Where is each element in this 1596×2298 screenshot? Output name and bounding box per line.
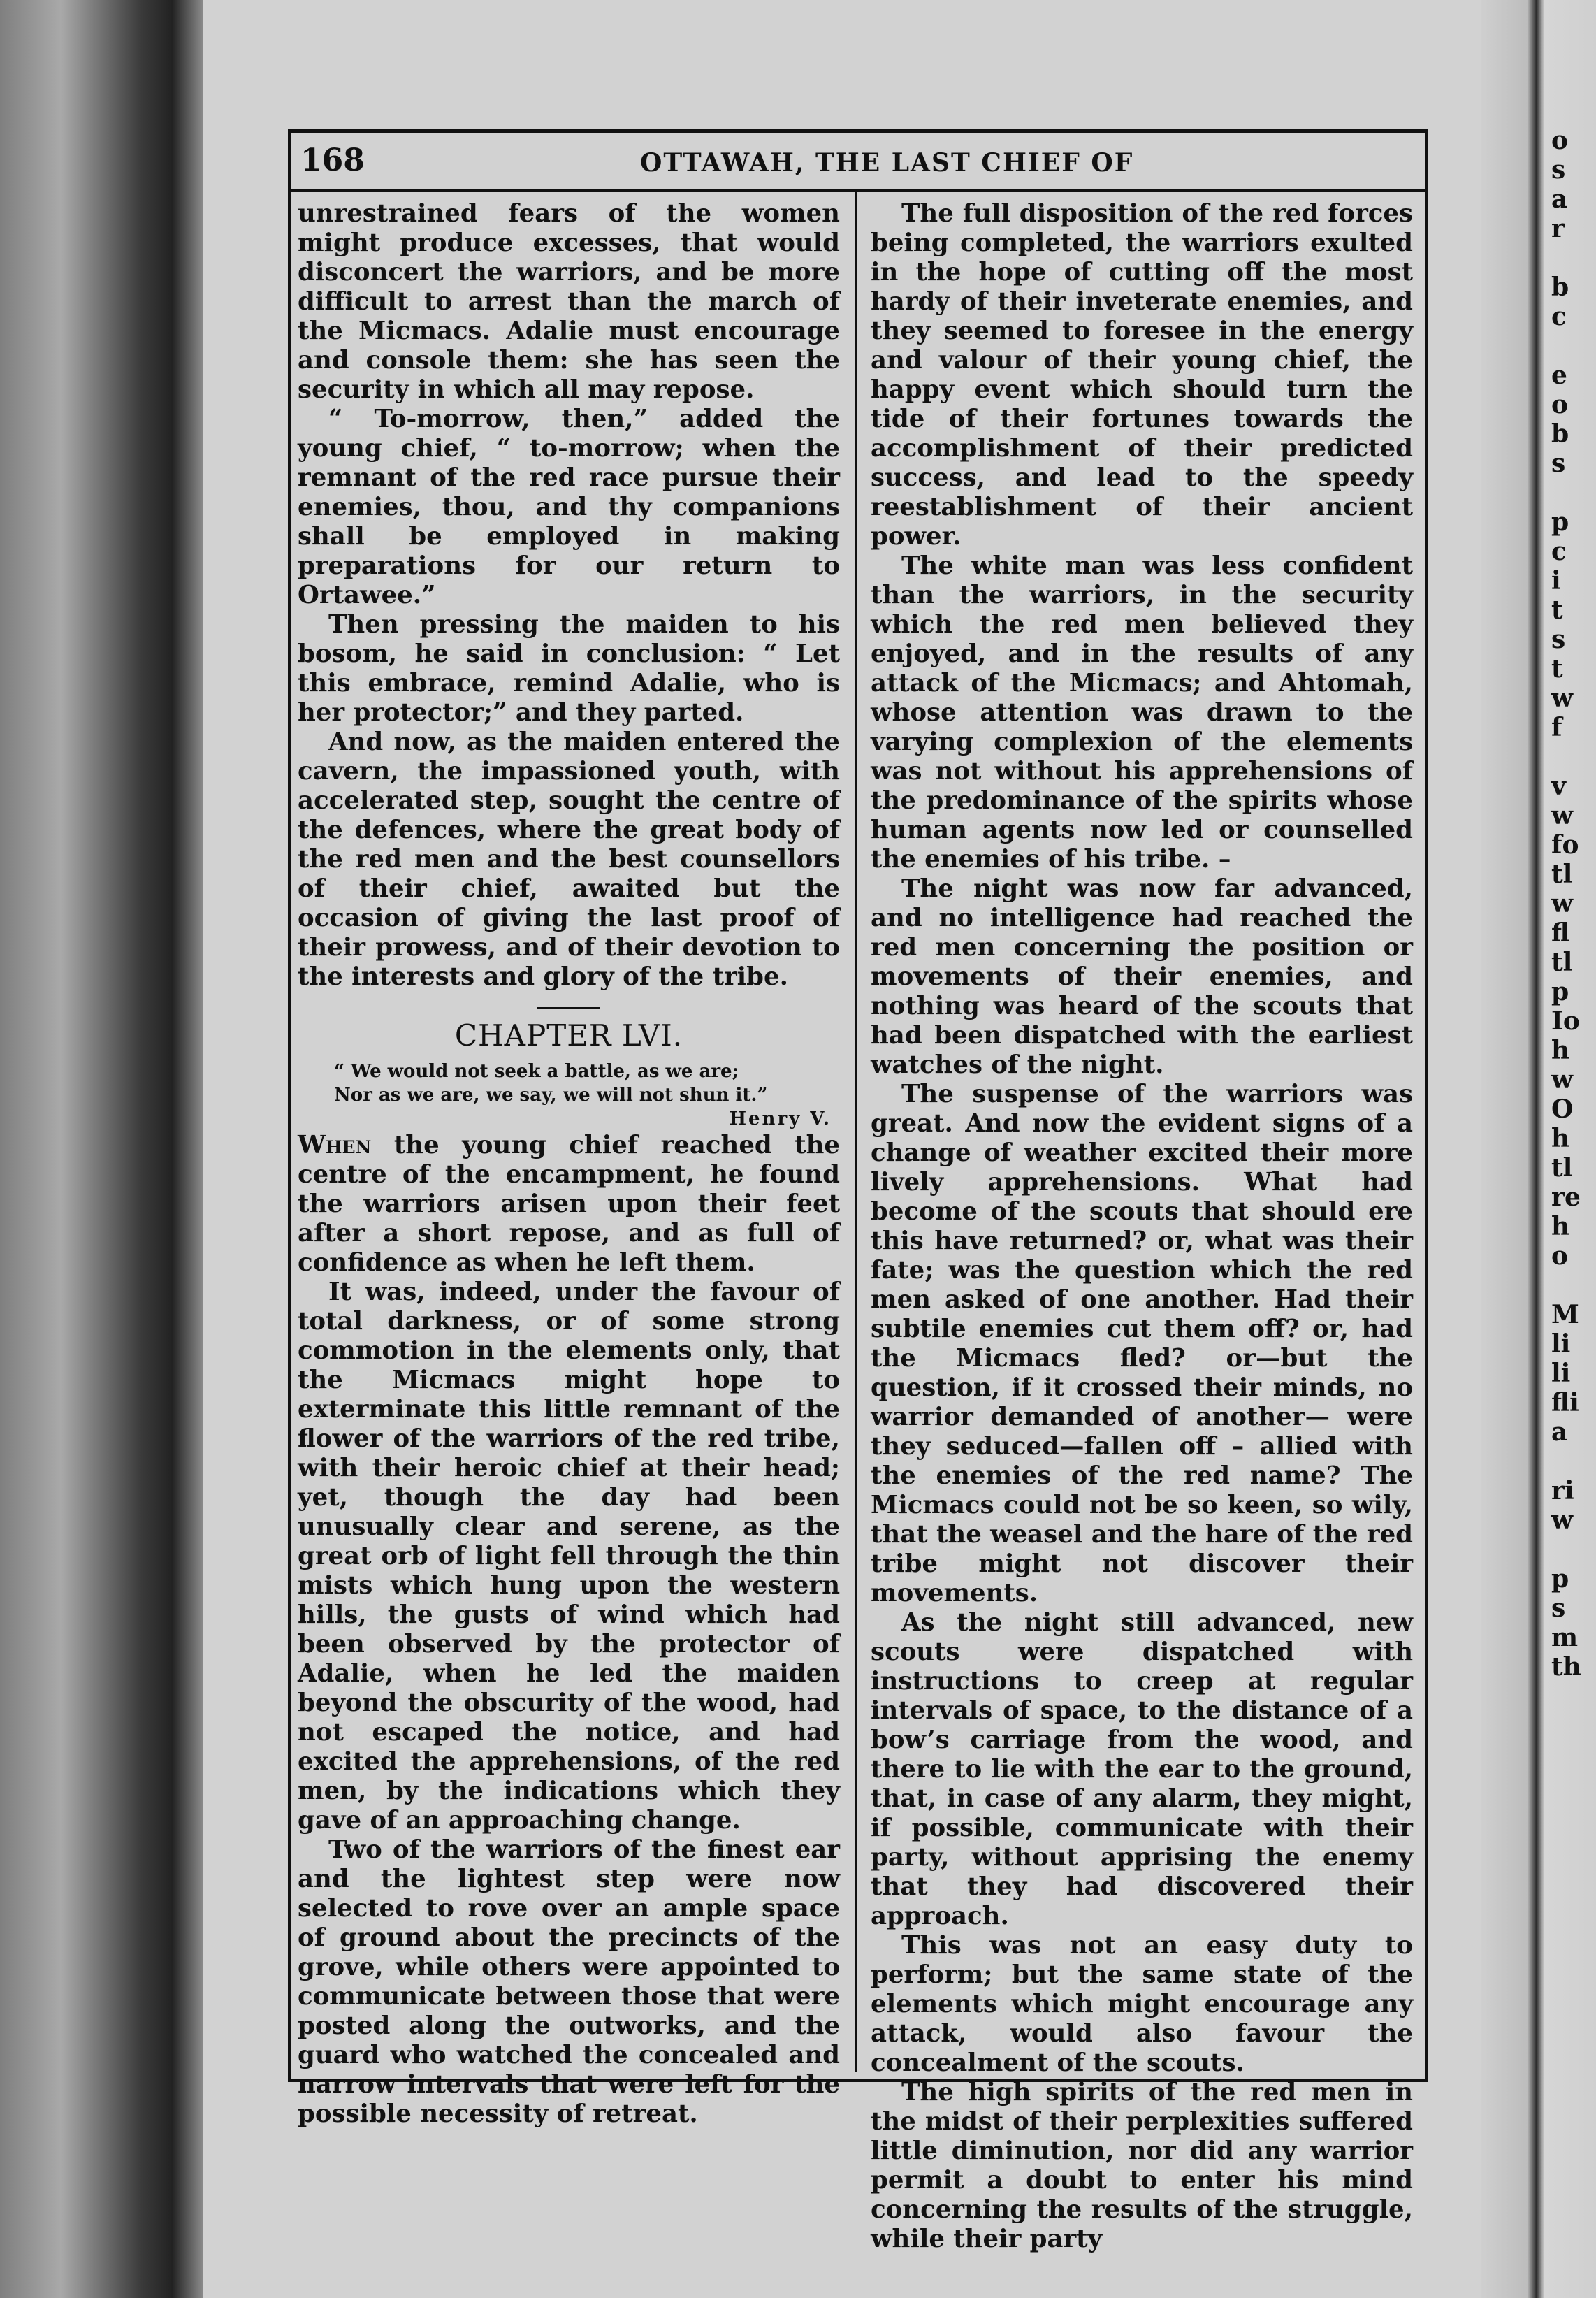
facing-page-fragment: m: [1551, 1623, 1579, 1652]
facing-page-fragment: th: [1551, 1652, 1581, 1682]
chapter-title: CHAPTER LVI.: [454, 1018, 683, 1053]
facing-page-fragment: w: [1551, 1505, 1573, 1535]
paragraph: This was not an easy duty to perform; but the same state of the elements which might encourage any attack, would also favour the concealment of the scouts.: [871, 1931, 1413, 2077]
facing-page-fragment: tl: [1551, 860, 1573, 889]
facing-page-fragment: s: [1551, 449, 1566, 478]
book-page: [203, 0, 1481, 2298]
facing-page-fragment: p: [1551, 1564, 1569, 1594]
paragraph: The white man was less confident than the warriors, in the security which the red men believed they enjoyed, and in the results of any attack of the Micmacs; and Ahtomah, whose attention was drawn to the varying complexion of the elements was not without his apprehensions of the predominance of the spirits whose human agents now led or counselled the enemies of his tribe. –: [871, 551, 1413, 874]
facing-page-fragment: fl: [1551, 918, 1570, 948]
chapter-rule: [537, 1007, 600, 1009]
facing-page-fragment: w: [1551, 1065, 1573, 1094]
facing-page-fragment: Io: [1551, 1006, 1580, 1036]
facing-page-fragment: fli: [1551, 1388, 1579, 1417]
facing-page-fragment: fo: [1551, 830, 1579, 860]
epigraph-attribution: Henry V.: [729, 1108, 832, 1129]
facing-page-fragment: a: [1551, 185, 1568, 214]
facing-page-fragment: re: [1551, 1183, 1581, 1212]
scan-left-edge: [0, 0, 203, 2298]
page-header: [291, 129, 1425, 192]
facing-page-fragment: e: [1551, 361, 1567, 390]
opening-text: the young chief reached the centre of the encampment, he found the warriors arisen upon their feet after a short repose, and as full of confidence as when he left them.: [298, 1131, 840, 1277]
facing-page-fragment: w: [1551, 684, 1573, 713]
facing-page-fragment: s: [1551, 625, 1566, 654]
facing-page-fragment: p: [1551, 977, 1569, 1006]
facing-page-fragment: i: [1551, 566, 1561, 595]
facing-page-fragment: c: [1551, 537, 1567, 566]
paragraph: Two of the warriors of the finest ear and the lightest step were now selected to rove over an ample space of ground about the precincts of the grove, while others were appointed to communicate between those that were posted along the outworks, and the guard who watched the concealed and narrow intervals that were left for the possible necessity of retreat.: [298, 1835, 840, 2128]
paragraph: The high spirits of the red men in the midst of their perplexities suffered little diminution, nor did any warrior permit a doubt to enter his mind concerning the results of the struggle, while their party: [871, 2078, 1413, 2253]
facing-page-fragment: v: [1551, 772, 1566, 801]
column-divider: [855, 192, 857, 2072]
paragraph: The suspense of the warriors was great. And now the evident signs of a change of weather excited their more lively apprehensions. What had become of the scouts that should ere this have returned? or, what was their fate; was the question which the red men asked of one another. Had their subtile enemies cut them off? or, had the Micmacs fled? or—but the question, if it crossed their minds, no warrior demanded of another— were they seduced—fallen off – allied with the enemies of the red name? The Micmacs could not be so keen, so wily, that the weasel and the hare of the red tribe might not discover their movements.: [871, 1080, 1413, 1607]
facing-page-fragment: h: [1551, 1124, 1570, 1153]
facing-page-fragment: ri: [1551, 1476, 1574, 1505]
facing-page-fragment: [1551, 331, 1596, 361]
epigraph: [298, 1060, 840, 1131]
facing-page-fragment: w: [1551, 889, 1573, 918]
page-number: 168: [300, 143, 365, 178]
paragraph: Then pressing the maiden to his bosom, he said in conclusion: “ Let this embrace, remind Adalie, who is her protector;” and they parted.: [298, 610, 840, 727]
facing-page-fragment: M: [1551, 1300, 1579, 1329]
paragraph: And now, as the maiden entered the cavern, the impassioned youth, with accelerated step, sought the centre of the defences, where the great body of the red men and the best counsellors of their chief, awaited but the occasion of giving the last proof of their prowess, and of their devotion to the interests and glory of the tribe.: [298, 728, 840, 991]
facing-page-fragment: [1551, 1271, 1596, 1300]
facing-page-fragment: [1551, 742, 1596, 772]
paragraph: The full disposition of the red forces being completed, the warriors exulted in the hope of cutting off the most hardy of their inveterate enemies, and they seemed to foresee in the energy and valour of their young chief, the happy event which should turn the tide of their fortunes towards the accomplishment of their predicted success, and lead to the speedy reestablishment of their ancient power.: [871, 199, 1413, 551]
facing-page-fragment: tl: [1551, 948, 1573, 977]
chapter-opening-paragraph: [298, 1131, 840, 1278]
facing-page-fragment: [1551, 478, 1596, 507]
facing-page-fragment: h: [1551, 1036, 1570, 1065]
paragraph: It was, indeed, under the favour of total darkness, or of some strong commotion in the elements only, that the Micmacs might hope to exterminate this little remnant of the flower of the warriors of the red tribe, with their heroic chief at their head; yet, though the day had been unusually clear and serene, as the great orb of light fell through the thin mists which hung upon the western hills, the gusts of wind which had been observed by the protector of Adalie, when he led the maiden beyond the obscurity of the wood, had not escaped the notice, and had excited the apprehensions, of the red men, by the indications which they gave of an approaching change.: [298, 1278, 840, 1835]
facing-page-fragment: [1551, 243, 1596, 273]
facing-page-fragment: s: [1551, 155, 1566, 185]
facing-page-fragment: o: [1551, 1241, 1569, 1271]
facing-page-fragment: h: [1551, 1212, 1570, 1241]
opening-word: When: [298, 1131, 372, 1159]
epigraph-line: Nor as we are, we say, we will not shun it.”: [334, 1085, 768, 1106]
paragraph: unrestrained fears of the women might produce excesses, that would disconcert the warriors, and be more difficult to arrest than the march of the Micmacs. Adalie must encourage and console them: she has seen the security in which all may repose.: [298, 199, 840, 404]
facing-page-fragment: t: [1551, 654, 1563, 684]
text-frame: [288, 129, 1428, 2253]
facing-page-fragment: p: [1551, 507, 1569, 537]
paragraph: As the night still advanced, new scouts were dispatched with instructions to creep at regular intervals of space, to the distance of a bow’s carriage from the wood, and there to lie with the ear to the ground, that, in case of any alarm, they might, if possible, communicate with their party, without apprising the enemy that they had discovered their approach.: [871, 1608, 1413, 1930]
facing-page-fragment: r: [1551, 214, 1565, 243]
facing-page-fragment: w: [1551, 801, 1573, 830]
paragraph: “ To-morrow, then,” added the young chief, “ to-morrow; when the remnant of the red race pursue their enemies, thou, and thy companions shall be employed in making preparations for our return to Ortawee.”: [298, 405, 840, 609]
facing-page-fragment: t: [1551, 595, 1563, 625]
facing-page-fragment: li: [1551, 1329, 1571, 1359]
facing-page-fragment: b: [1551, 419, 1569, 449]
facing-page-fragment: li: [1551, 1359, 1571, 1388]
facing-page-fragment: O: [1551, 1094, 1574, 1124]
facing-page-fragment: [1551, 1535, 1596, 1564]
facing-page-fragment: o: [1551, 126, 1569, 155]
facing-page-fragment: [1551, 1447, 1596, 1476]
facing-page-fragments: [1551, 126, 1596, 1682]
facing-page-fragment: tl: [1551, 1153, 1573, 1183]
facing-page-fragment: a: [1551, 1417, 1568, 1447]
running-head: OTTAWAH, THE LAST CHIEF OF: [640, 148, 1134, 178]
facing-page-fragment: f: [1551, 713, 1562, 742]
facing-page-fragment: b: [1551, 273, 1569, 302]
facing-page-fragment: s: [1551, 1594, 1566, 1623]
paragraph: The night was now far advanced, and no intelligence had reached the red men concerning the position or movements of their enemies, and nothing was heard of the scouts that had been dispatched with the earliest watches of the night.: [871, 874, 1413, 1079]
left-column: [298, 199, 840, 2129]
right-column: [871, 199, 1413, 2254]
facing-page-fragment: o: [1551, 390, 1569, 419]
facing-page-fragment: c: [1551, 302, 1567, 331]
epigraph-line: “ We would not seek a battle, as we are;: [334, 1061, 739, 1082]
